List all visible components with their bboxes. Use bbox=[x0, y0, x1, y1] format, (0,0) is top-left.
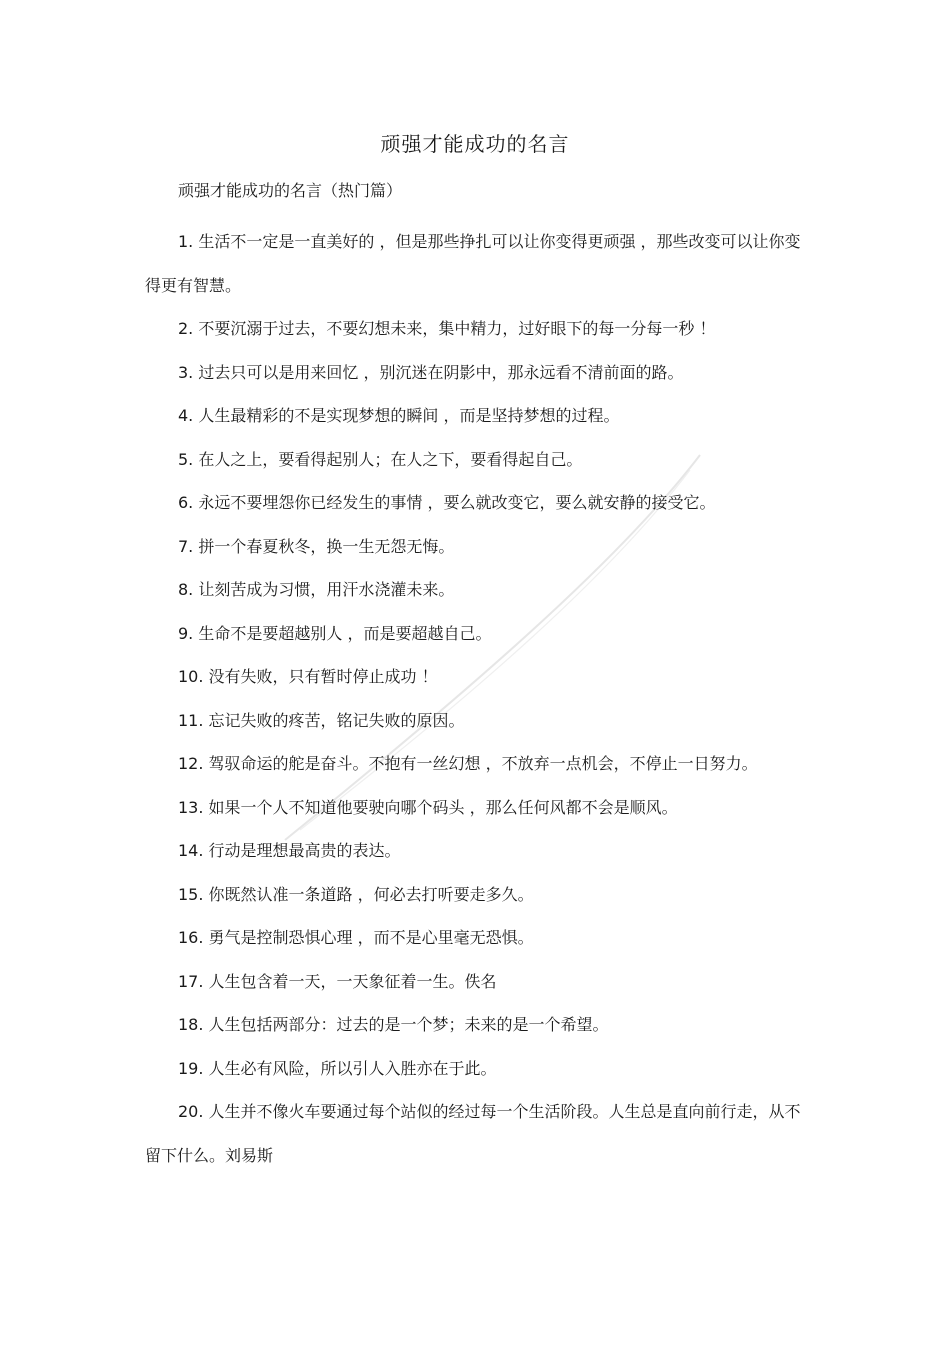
quote-item: 16. 勇气是控制恐惧心理 ，而不是心里毫无恐惧。 bbox=[178, 928, 534, 947]
quote-item: 13. 如果一个人不知道他要驶向哪个码头 ，那么任何风都不会是顺风。 bbox=[178, 797, 678, 817]
document-title: 顽强才能成功的名言 bbox=[380, 132, 570, 156]
quote-item: 11. 忘记失败的疼苦，铭记失败的原因。 bbox=[178, 710, 465, 730]
quote-item: 19. 人生必有风险，所以引人入胜亦在于此。 bbox=[178, 1058, 497, 1078]
quote-item: 2. 不要沉溺于过去，不要幻想未来，集中精力，过好眼下的每一分每一秒 ！ bbox=[178, 319, 716, 338]
quote-item: 10. 没有失败，只有暂时停止成功 ！ bbox=[178, 667, 438, 686]
quote-list bbox=[145, 220, 810, 1177]
quote-item: 8. 让刻苦成为习惯，用汗水浇灌未来。 bbox=[178, 580, 455, 599]
quote-item: 15. 你既然认准一条道路 ，何必去打听要走多久。 bbox=[178, 884, 534, 904]
quote-item: 7. 拼一个春夏秋冬，换一生无怨无悔。 bbox=[178, 536, 455, 556]
quote-item: 20. 人生并不像火车要通过每个站似的经过每一个生活阶段。人生总是直向前行走，从不留下什么。刘易斯 bbox=[145, 1102, 801, 1165]
quote-item: 12. 驾驭命运的舵是奋斗。不抱有一丝幻想 ，不放弃一点机会，不停止一日努力。 bbox=[178, 754, 758, 773]
quote-item: 4. 人生最精彩的不是实现梦想的瞬间 ，而是坚持梦想的过程。 bbox=[178, 406, 620, 425]
quote-item: 9. 生命不是要超越别人 ，而是要超越自己。 bbox=[178, 623, 492, 643]
quote-item: 14. 行动是理想最高贵的表达。 bbox=[178, 841, 401, 860]
quote-item: 17. 人生包含着一天，一天象征着一生。佚名 bbox=[178, 971, 497, 991]
quote-item: 5. 在人之上，要看得起别人；在人之下，要看得起自己。 bbox=[178, 449, 583, 469]
quote-item: 18. 人生包括两部分：过去的是一个梦；未来的是一个希望。 bbox=[178, 1015, 609, 1034]
quote-item: 3. 过去只可以是用来回忆 ，别沉迷在阴影中，那永远看不清前面的路。 bbox=[178, 362, 684, 382]
quote-item: 1. 生活不一定是一直美好的 ，但是那些挣扎可以让你变得更顽强 ，那些改变可以让你变得更有智慧。 bbox=[145, 232, 801, 295]
document-subtitle: 顽强才能成功的名言（热门篇） bbox=[178, 181, 403, 200]
quote-item: 6. 永远不要埋怨你已经发生的事情 ，要么就改变它，要么就安静的接受它。 bbox=[178, 493, 716, 512]
